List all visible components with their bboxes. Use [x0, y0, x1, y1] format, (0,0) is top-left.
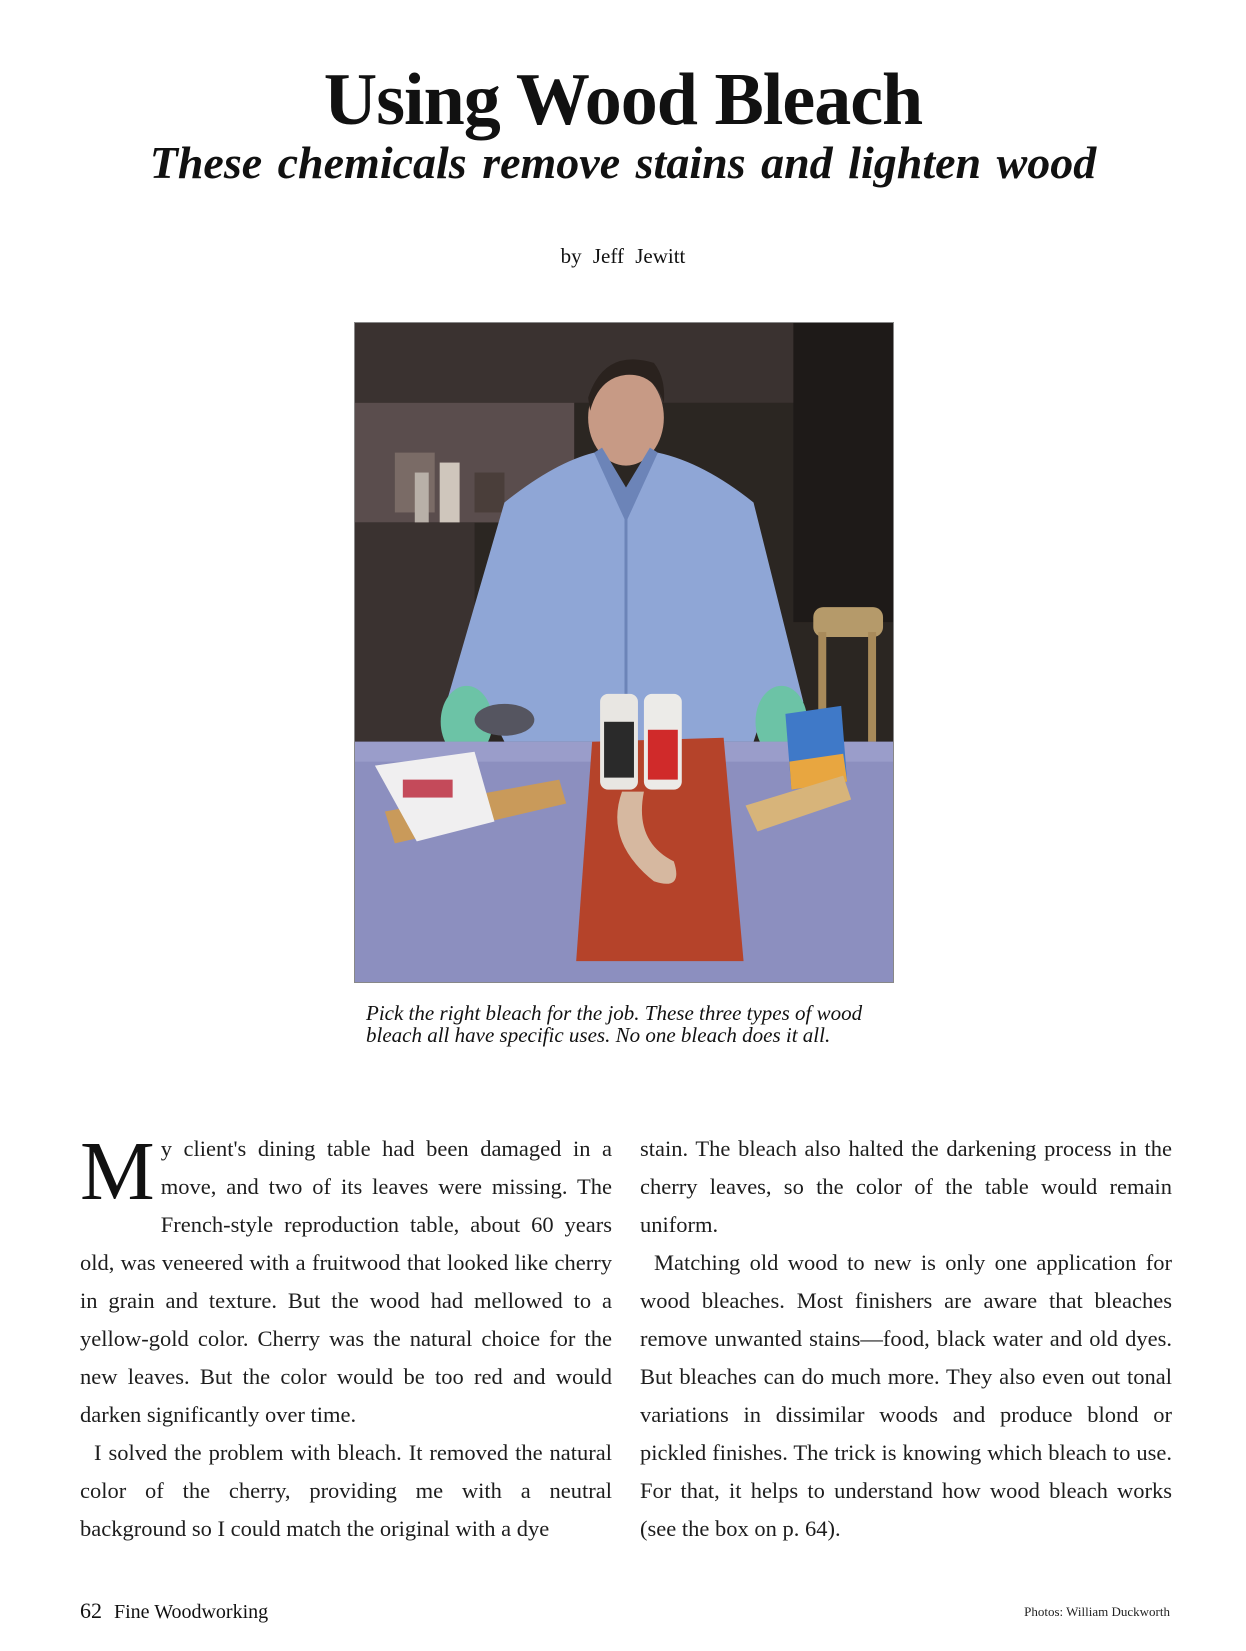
article-photo — [354, 322, 894, 983]
body-column-left — [80, 1125, 612, 1548]
article-title: Using Wood Bleach — [323, 59, 923, 141]
byline: by Jeff Jewitt — [560, 244, 686, 268]
drop-cap: M — [80, 1125, 155, 1218]
page-footer — [80, 1598, 268, 1624]
page-number: 62 — [80, 1598, 102, 1623]
body-column-right — [640, 1130, 1172, 1548]
photo-caption: Pick the right bleach for the job. These three types of wood bleach all have specific uses. No one bleach does it all. — [366, 1001, 863, 1047]
photo-credit: Photos: William Duckworth — [1024, 1604, 1170, 1619]
body-paragraph: stain. The bleach also halted the darkening process in the cherry leaves, so the color of the table would remain uniform. — [640, 1136, 1172, 1237]
paragraph-text: y client's dining table had been damaged in a move, and two of its leaves were missing. The French-style reproduction table, about 60 years old, was veneered with a fruitwood that looked like cherry in grain and texture. But the wood had mellowed to a yellow-gold color. Cherry was the natural choice for the new leaves. But the color would be too red and would darken significantly over time. — [80, 1136, 612, 1427]
body-paragraph: I solved the problem with bleach. It removed the natural color of the cherry, providing me with a neutral background so I could match the original with a dye — [80, 1440, 612, 1541]
magazine-name: Fine Woodworking — [114, 1601, 269, 1623]
body-paragraph: Matching old wood to new is only one application for wood bleaches. Most finishers are aware that bleaches remove unwanted stains—food, black water and old dyes. But bleaches can do much more. They also even out tonal variations in dissimilar woods and produce blond or pickled finishes. The trick is knowing which bleach to use. For that, it helps to understand how wood bleach works (see the box on p. 64). — [640, 1250, 1172, 1541]
body-paragraph — [80, 1125, 612, 1434]
photo-illustration — [355, 323, 893, 982]
article-subtitle: These chemicals remove stains and lighten wood — [149, 137, 1097, 188]
